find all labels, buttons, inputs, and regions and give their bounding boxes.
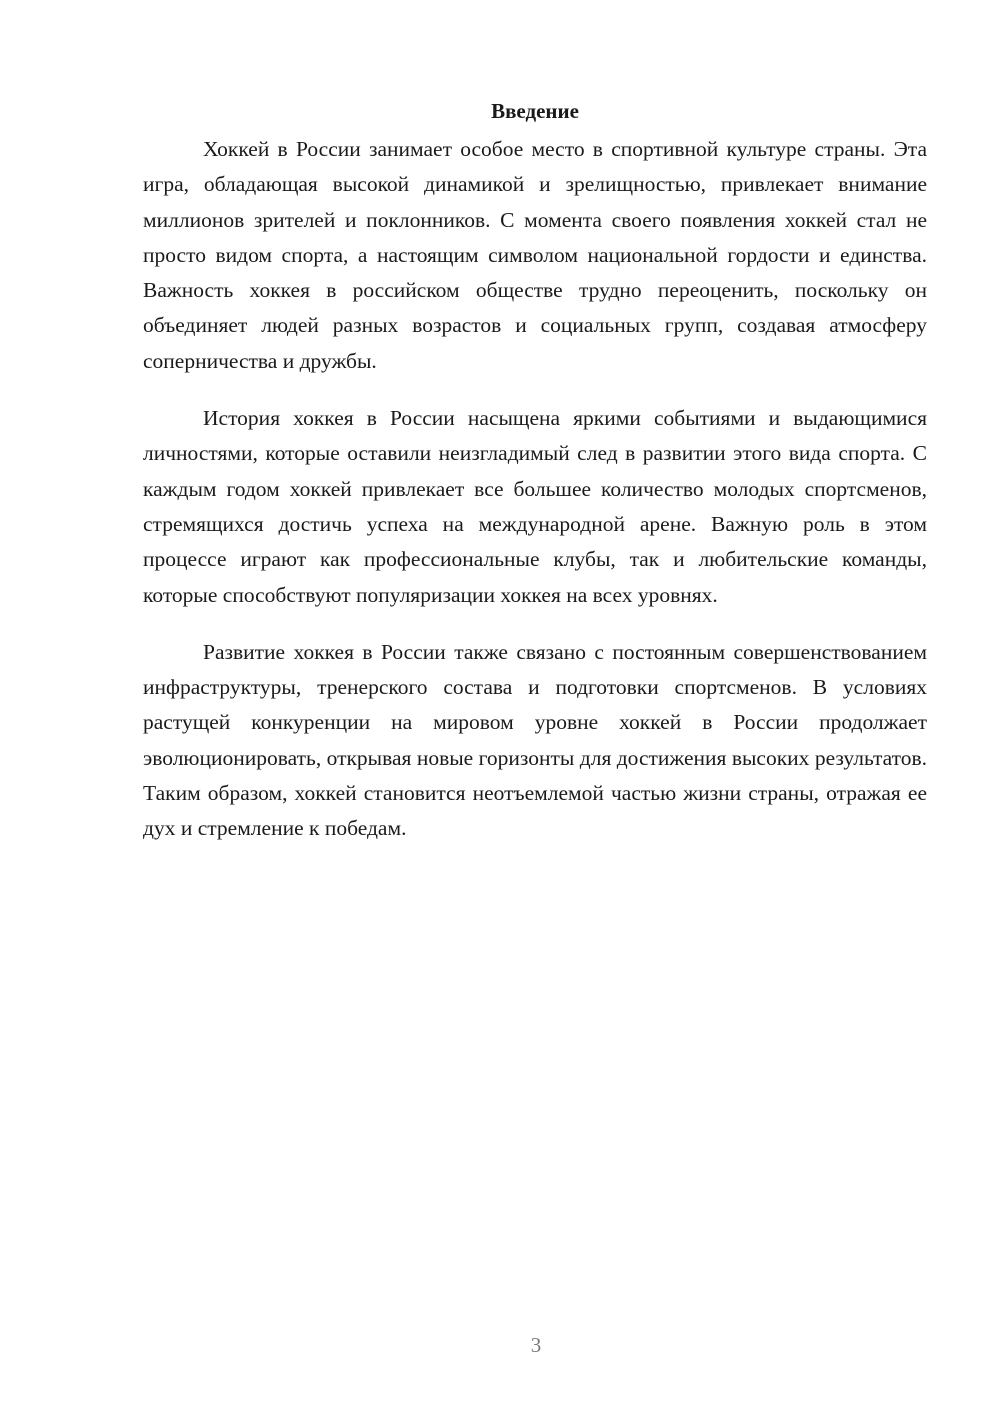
section-title: Введение bbox=[491, 99, 579, 123]
page-content bbox=[143, 94, 927, 869]
paragraph-1: Хоккей в России занимает особое место в спортивной культуре страны. Эта игра, обладающая высокой динамикой и зрелищностью, привлекает внимание миллионов зрителей и поклонников. С момента своего появления хоккей стал не просто видом спорта, а настоящим символом национальной гордости и единства. Важность хоккея в российском обществе трудно переоценить, поскольку он объединяет людей разных возрастов и социальных групп, создавая атмосферу соперничества и дружбы. bbox=[143, 137, 927, 373]
page-number: 3 bbox=[530, 1333, 542, 1357]
paragraph-2: История хоккея в России насыщена яркими событиями и выдающимися личностями, которые оставили неизгладимый след в развитии этого вида спорта. С каждым годом хоккей привлекает все большее количество молодых спортсменов, стремящихся достичь успеха на международной арене. Важную роль в этом процессе играют как профессиональные клубы, так и любительские команды, которые способствуют популяризации хоккея на всех уровнях. bbox=[143, 406, 927, 607]
paragraph-3: Развитие хоккея в России также связано с постоянным совершенствованием инфраструктуры, тренерского состава и подготовки спортсменов. В условиях растущей конкуренции на мировом уровне хоккей в России продолжает эволюционировать, открывая новые горизонты для достижения высоких результатов. Таким образом, хоккей становится неотъемлемой частью жизни страны, отражая ее дух и стремление к победам. bbox=[143, 639, 927, 841]
